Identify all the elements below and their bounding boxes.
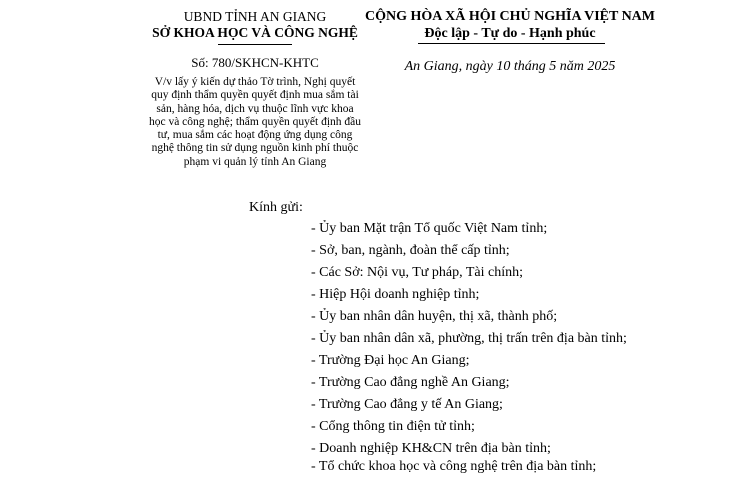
recipient-item: - Cổng thông tin điện tử tỉnh; bbox=[311, 419, 475, 434]
place-date: An Giang, ngày 10 tháng 5 năm 2025 bbox=[404, 59, 616, 74]
national-motto: Độc lập - Tự do - Hạnh phúc bbox=[424, 26, 596, 41]
recipient-item: - Doanh nghiệp KH&CN trên địa bàn tỉnh; bbox=[311, 441, 551, 456]
recipient-item: - Ủy ban nhân dân huyện, thị xã, thành phố; bbox=[311, 309, 558, 324]
national-title: CỘNG HÒA XÃ HỘI CHỦ NGHĨA VIỆT NAM bbox=[364, 9, 655, 24]
doc-number: Số: 780/SKHCN-KHTC bbox=[191, 55, 319, 70]
recipient-item: - Sở, ban, ngành, đoàn thể cấp tỉnh; bbox=[311, 243, 510, 258]
recipient-item: - Hiệp Hội doanh nghiệp tỉnh; bbox=[311, 287, 480, 302]
motto-underline bbox=[418, 43, 605, 44]
recipient-item: - Ủy ban nhân dân xã, phường, thị trấn trên địa bàn tỉnh; bbox=[311, 331, 627, 346]
org-name: SỞ KHOA HỌC VÀ CÔNG NGHỆ bbox=[152, 25, 358, 40]
recipient-item: - Ủy ban Mặt trận Tổ quốc Việt Nam tỉnh; bbox=[311, 221, 548, 236]
salutation: Kính gửi: bbox=[249, 200, 303, 215]
recipient-item: - Các Sở: Nội vụ, Tư pháp, Tài chính; bbox=[311, 265, 524, 280]
recipient-item: - Tổ chức khoa học và công nghệ trên địa bàn tỉnh; bbox=[311, 459, 597, 474]
org-name-underline bbox=[218, 44, 292, 45]
doc-subject: V/v lấy ý kiến dự thảo Tờ trình, Nghị quyết quy định thẩm quyền quyết định mua sắm tài sản, hàng hóa, dịch vụ thuộc lĩnh vực khoa học và công nghệ; thẩm quyền quyết định đầu tư, mua sắm các hoạt động ứng dụng công nghệ thông tin sử dụng nguồn kinh phí thuộc phạm vi quản lý tỉnh An Giang bbox=[148, 76, 362, 168]
recipient-item: - Trường Đại học An Giang; bbox=[311, 353, 470, 368]
recipient-item: - Trường Cao đẳng nghề An Giang; bbox=[311, 375, 510, 390]
recipient-item: - Trường Cao đẳng y tế An Giang; bbox=[311, 397, 503, 412]
org-parent: UBND TỈNH AN GIANG bbox=[183, 9, 327, 24]
